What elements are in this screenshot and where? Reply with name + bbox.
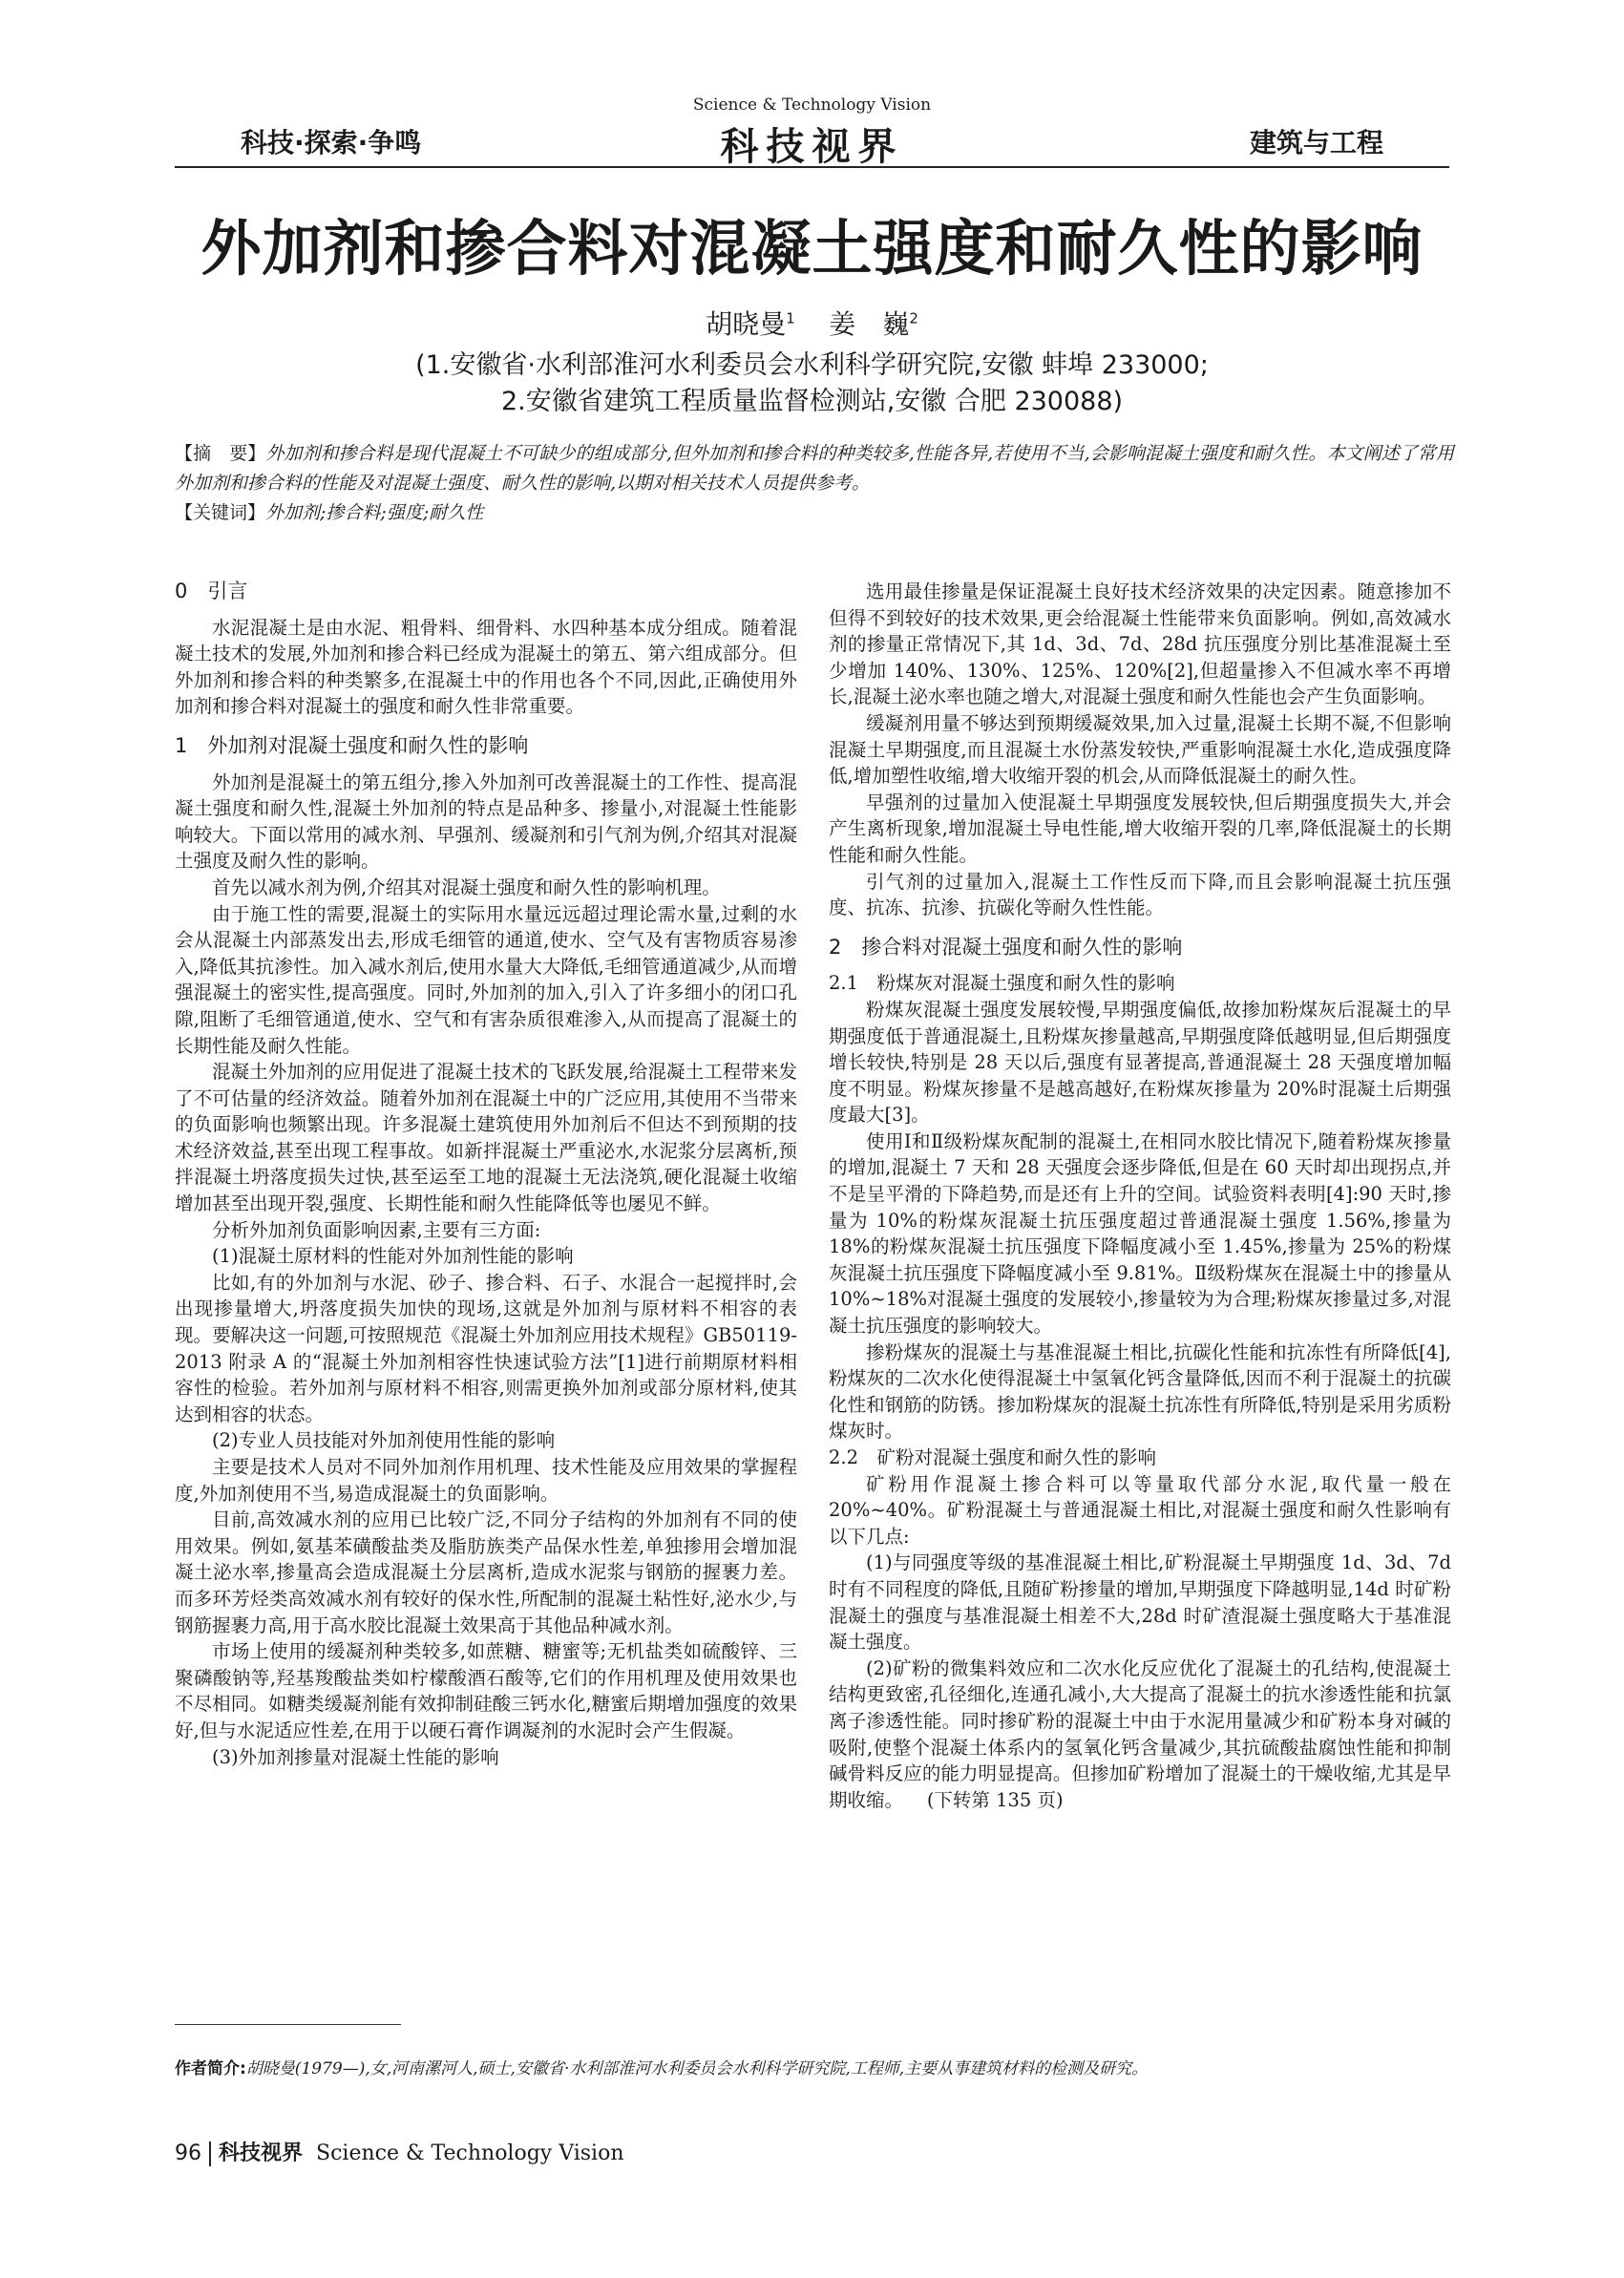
affiliation-2: 2.安徽省建筑工程质量监督检测站,安徽 合肥 230088)	[500, 387, 1124, 416]
paragraph: 粉煤灰混凝土强度发展较慢,早期强度偏低,故掺加粉煤灰后混凝土的早期强度低于普通混凝土,且粉煤灰掺量越高,早期强度降低越明显,但后期强度增长较快,特别是 28 天以后,强度有显著提高,普通混凝土 28 天强度增加幅度不明显。粉煤灰掺量不是越高越好,在粉煤灰掺量为 20%时混凝土后期强度最大[3]。	[829, 998, 1451, 1127]
abstract-label: 【摘 要】	[175, 443, 266, 464]
paragraph: 比如,有的外加剂与水泥、砂子、掺合料、石子、水混合一起搅拌时,会出现掺量增大,坍落度损失加快的现场,这就是外加剂与原材料不相容的表现。要解决这一问题,可按照规范《混凝土外加剂应用技术规程》GB50119-2013 附录 A 的“混凝土外加剂相容性快速试验方法”[1]进行前期原材料相容性的检验。若外加剂与原材料不相容,则需更换外加剂或部分原材料,使其达到相容的状态。	[175, 1271, 797, 1425]
abstract-text: 外加剂和掺合料是现代混凝土不可缺少的组成部分,但外加剂和掺合料的种类较多,性能各异,若使用不当,会影响混凝土强度和耐久性。本文阐述了常用外加剂和掺合料的性能及对混凝土强度、耐久性的影响,以期对相关技术人员提供参考。	[175, 443, 1454, 494]
journal-name-cn: 科技视界	[720, 125, 904, 169]
section-heading-1: 1 外加剂对混凝土强度和耐久性的影响	[175, 733, 529, 757]
footer-journal-en: Science & Technology Vision	[316, 2141, 624, 2165]
paragraph-text: (2)矿粉的微集料效应和二次水化反应优化了混凝土的孔结构,使混凝土结构更致密,孔径细化,连通孔减小,大大提高了混凝土的抗水渗透性能和抗氯离子渗透性能。同时掺矿粉的混凝土中由于水泥用量减少和矿粉本身对碱的吸附,使整个混凝土体系内的氢氧化钙含量减少,其抗硫酸盐腐蚀性能和抑制碱骨料反应的能力明显提高。但掺加矿粉增加了混凝土的干燥收缩,尤其是早期收缩。	[829, 1656, 1451, 1811]
subheading-1-1: (1)混凝土原材料的性能对外加剂性能的影响	[212, 1245, 574, 1268]
abstract-block	[175, 439, 1454, 528]
paragraph: 目前,高效减水剂的应用已比较广泛,不同分子结构的外加剂有不同的使用效果。例如,氨基苯磺酸盐类及脂肪族类产品保水性差,单独掺用会增加混凝土泌水率,掺量高会造成混凝土分层离析,造成水泥浆与钢筋的握裹力差。而多环芳烃类高效减水剂有较好的保水性,所配制的混凝土粘性好,泌水少,与钢筋握裹力高,用于高水胶比混凝土效果高于其他品种减水剂。	[175, 1508, 797, 1636]
paragraph: 由于施工性的需要,混凝土的实际用水量远远超过理论需水量,过剩的水会从混凝土内部蒸发出去,形成毛细管的通道,使水、空气及有害物质容易渗入,降低其抗渗性。加入减水剂后,使用水量大大降低,毛细管通道减少,从而增强混凝土的密实性,提高强度。同时,外加剂的加入,引入了许多细小的闭口孔隙,阻断了毛细管通道,使水、空气和有害杂质很难渗入,从而提高了混凝土的长期性能及耐久性能。	[175, 902, 797, 1057]
section-heading-2: 2 掺合料对混凝土强度和耐久性的影响	[829, 935, 1183, 959]
author-2-sup: 2	[909, 309, 918, 327]
keywords-label: 【关键词】	[175, 502, 266, 523]
journal-name-en: Science & Technology Vision	[692, 95, 932, 115]
right-column	[829, 579, 1451, 1813]
section-heading-0: 0 引言	[175, 580, 248, 602]
paragraph	[829, 1656, 1451, 1814]
footer-journal-cn: 科技视界	[219, 2141, 304, 2165]
subheading-2-2: 2.2 矿粉对混凝土强度和耐久性的影响	[829, 1446, 1157, 1468]
keywords-text: 外加剂;掺合料;强度;耐久性	[265, 502, 484, 523]
author-1: 胡晓曼	[706, 308, 787, 340]
paragraph: 主要是技术人员对不同外加剂作用机理、技术性能及应用效果的掌握程度,外加剂使用不当,易造成混凝土的负面影响。	[175, 1456, 797, 1505]
paragraph: 早强剂的过量加入使混凝土早期强度发展较快,但后期强度损失大,并会产生离析现象,增加混凝土导电性能,增大收缩开裂的几率,降低混凝土的长期性能和耐久性能。	[829, 791, 1451, 866]
footer-separator	[209, 2141, 211, 2166]
keywords	[175, 498, 1454, 528]
paper-title: 外加剂和掺合料对混凝土强度和耐久性的影响	[200, 214, 1424, 284]
paragraph: 选用最佳掺量是保证混凝土良好技术经济效果的决定因素。随意掺加不但得不到较好的技术效果,更会给混凝土性能带来负面影响。例如,高效减水剂的掺量正常情况下,其 1d、3d、7d、28d 抗压强度分别比基准混凝土至少增加 140%、130%、125%、120%[2],但超量掺入不但减水率不再增长,混凝土泌水率也随之增大,对混凝土强度和耐久性能也会产生负面影响。	[829, 580, 1451, 708]
paragraph: 掺粉煤灰的混凝土与基准混凝土相比,抗碳化性能和抗冻性有所降低[4],粉煤灰的二次水化使得混凝土中氢氧化钙含量降低,因而不利于混凝土的抗碳化性和钢筋的防锈。掺加粉煤灰的混凝土抗冻性有所降低,特别是采用劣质粉煤灰时。	[829, 1340, 1451, 1443]
subheading-1-2: (2)专业人员技能对外加剂使用性能的影响	[212, 1429, 556, 1452]
authors	[0, 304, 1624, 342]
paragraph: 矿粉用作混凝土掺合料可以等量取代部分水泥,取代量一般在 20%~40%。矿粉混凝土与普通混凝土相比,对混凝土强度和耐久性影响有以下几点:	[829, 1472, 1451, 1548]
paragraph: 混凝土外加剂的应用促进了混凝土技术的飞跃发展,给混凝土工程带来发了不可估量的经济效益。随着外加剂在混凝土中的广泛应用,其使用不当带来的负面影响也频繁出现。许多混凝土建筑使用外加剂后不但达不到预期的技术经济效益,甚至出现工程事故。如新拌混凝土严重泌水,水泥浆分层离析,预拌混凝土坍落度损失过快,甚至运至工地的混凝土无法浇筑,硬化混凝土收缩增加甚至出现开裂,强度、长期性能和耐久性能降低等也屡见不鲜。	[175, 1061, 797, 1215]
paragraph: 水泥混凝土是由水泥、粗骨料、细骨料、水四种基本成分组成。随着混凝土技术的发展,外加剂和掺合料已经成为混凝土的第五、第六组成部分。但外加剂和掺合料的种类繁多,在混凝土中的作用也各个不同,因此,正确使用外加剂和掺合料对混凝土的强度和耐久性非常重要。	[175, 616, 797, 718]
header-rule	[175, 166, 1449, 168]
author-1-sup: 1	[786, 309, 795, 327]
author-bio-text: 胡晓曼(1979—),女,河南漯河人,硕士,安徽省·水利部淮河水利委员会水利科学研究院,工程师,主要从事建筑材料的检测及研究。	[245, 2059, 1149, 2078]
page-number: 96	[175, 2141, 201, 2165]
paragraph: 引气剂的过量加入,混凝土工作性反而下降,而且会影响混凝土抗压强度、抗冻、抗渗、抗碳化等耐久性性能。	[829, 870, 1451, 919]
continued-note: (下转第 135 页)	[926, 1788, 1064, 1811]
paragraph: 缓凝剂用量不够达到预期缓凝效果,加入过量,混凝土长期不凝,不但影响混凝土早期强度,而且混凝土水份蒸发较快,严重影响混凝土水化,造成强度降低,增加塑性收缩,增大收缩开裂的机会,从而降低混凝土的耐久性。	[829, 711, 1451, 788]
section-right: 建筑与工程	[1249, 127, 1383, 158]
paragraph: 使用Ⅰ和Ⅱ级粉煤灰配制的混凝土,在相同水胶比情况下,随着粉煤灰掺量的增加,混凝土 7 天和 28 天强度会逐步降低,但是在 60 天时却出现拐点,并不是呈平滑的下降趋势,而是还有上升的空间。试验资料表明[4]:90 天时,掺量为 10%的粉煤灰混凝土抗压强度超过普通混凝土强度 1.56%,掺量为 18%的粉煤灰混凝土抗压强度下降幅度减小至 1.45%,掺量为 25%的粉煤灰混凝土抗压强度下降幅度减小至 9.81%。Ⅱ级粉煤灰在混凝土中的掺量从 10%~18%对混凝土强度的发展较小,掺量较为为合理;粉煤灰掺量过多,对混凝土抗压强度的影响较大。	[829, 1129, 1451, 1338]
paragraph: 市场上使用的缓凝剂种类较多,如蔗糖、糖蜜等;无机盐类如硫酸锌、三聚磷酸钠等,羟基羧酸盐类如柠檬酸酒石酸等,它们的作用机理及使用效果也不尽相同。如糖类缓凝剂能有效抑制硅酸三钙水化,糖蜜后期增加强度的效果好,但与水泥适应性差,在用于以硬石膏作调凝剂的水泥时会产生假凝。	[175, 1640, 797, 1741]
paragraph: 外加剂是混凝土的第五组分,掺入外加剂可改善混凝土的工作性、提高混凝土强度和耐久性,混凝土外加剂的特点是品种多、掺量小,对混凝土性能影响较大。下面以常用的减水剂、早强剂、缓凝剂和引气剂为例,介绍其对混凝土强度及耐久性的影响。	[175, 770, 797, 873]
paragraph: (1)与同强度等级的基准混凝土相比,矿粉混凝土早期强度 1d、3d、7d 时有不同程度的降低,且随矿粉掺量的增加,早期强度下降越明显,14d 时矿粉混凝土的强度与基准混凝土相差不大,28d 时矿渣混凝土强度略大于基准混凝土强度。	[829, 1551, 1451, 1654]
paragraph: 首先以减水剂为例,介绍其对混凝土强度和耐久性的影响机理。	[212, 875, 721, 898]
section-left: 科技·探索·争鸣	[241, 127, 422, 158]
subheading-2-1: 2.1 粉煤灰对混凝土强度和耐久性的影响	[829, 972, 1175, 995]
abstract	[175, 439, 1454, 498]
affiliation-1: (1.安徽省·水利部淮河水利委员会水利科学研究院,安徽 蚌埠 233000;	[415, 350, 1209, 380]
author-bio-label: 作者简介:	[175, 2059, 246, 2078]
author-bio	[175, 2055, 1454, 2078]
author-2: 姜 巍	[829, 308, 910, 340]
paragraph: 分析外加剂负面影响因素,主要有三方面:	[212, 1218, 541, 1241]
left-column	[175, 579, 797, 1770]
page-footer	[175, 2137, 624, 2166]
subheading-1-3: (3)外加剂掺量对混凝土性能的影响	[212, 1745, 499, 1768]
footnote-rule	[175, 2024, 401, 2025]
